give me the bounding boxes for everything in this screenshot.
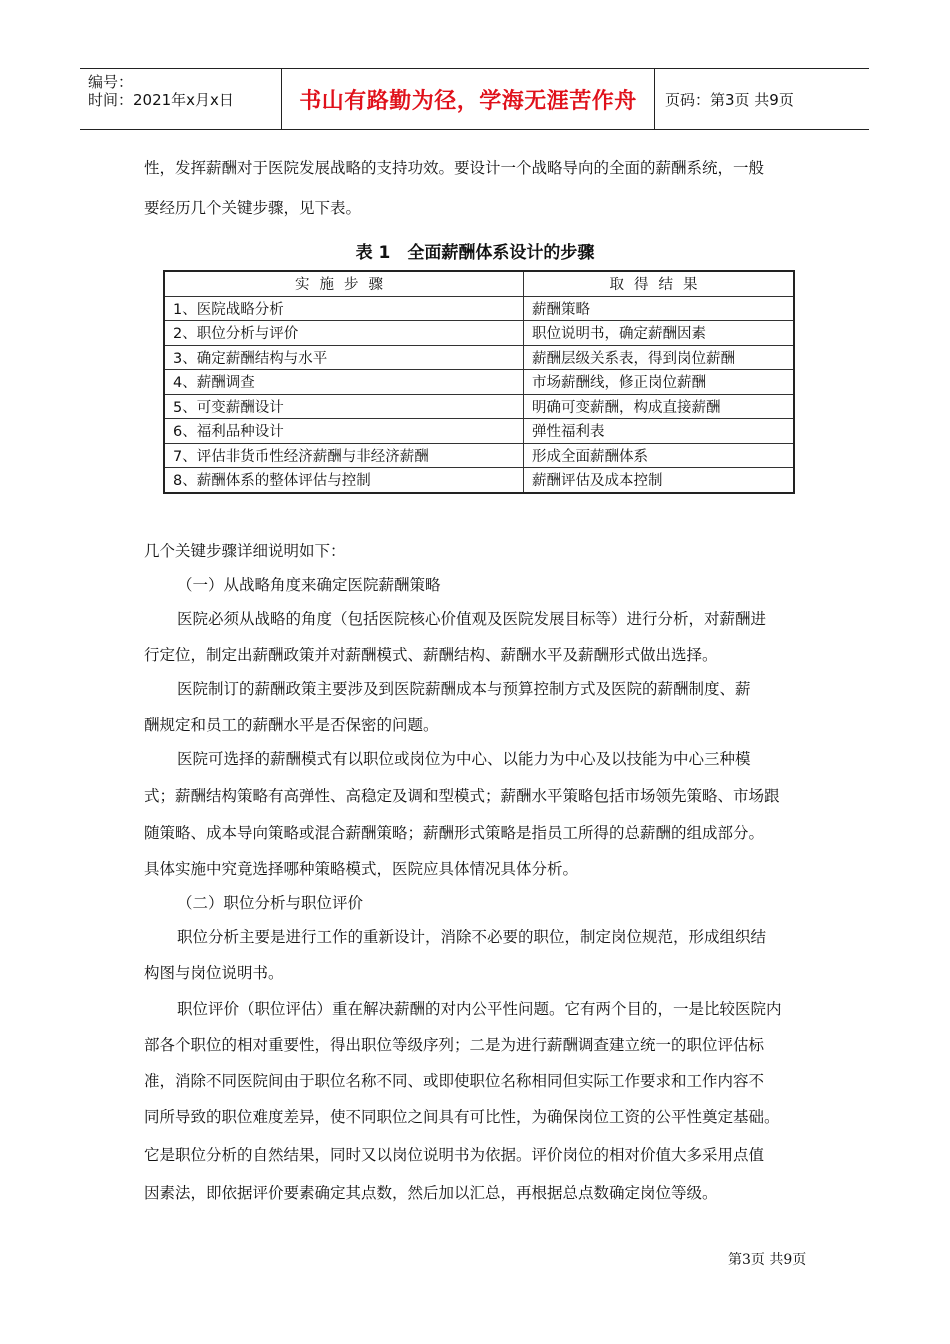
table-header-row <box>164 271 794 296</box>
table-cell-result: 薪酬层级关系表，得到岗位薪酬 <box>524 345 795 370</box>
body-line: 具体实施中究竟选择哪种策略模式，医院应具体情况具体分析。 <box>144 860 579 878</box>
table-cell-result: 弹性福利表 <box>524 419 795 444</box>
table-cell-result: 市场薪酬线，修正岗位薪酬 <box>524 370 795 395</box>
page-footer: 第3页 共9页 <box>728 1252 807 1268</box>
table-cell-step: 7、评估非货币性经济薪酬与非经济薪酬 <box>164 443 524 468</box>
table-cell-step: 4、薪酬调查 <box>164 370 524 395</box>
table-row <box>164 370 794 395</box>
body-line: 酬规定和员工的薪酬水平是否保密的问题。 <box>144 716 439 734</box>
body-line: 式；薪酬结构策略有高弹性、高稳定及调和型模式；薪酬水平策略包括市场领先策略、市场跟 <box>144 787 780 805</box>
table-row <box>164 468 794 493</box>
table-row <box>164 345 794 370</box>
table-row <box>164 296 794 321</box>
header-meta <box>80 69 282 129</box>
body-line: 构图与岗位说明书。 <box>144 964 284 982</box>
table-cell-step: 1、医院战略分析 <box>164 296 524 321</box>
body-line: 因素法，即依据评价要素确定其点数，然后加以汇总，再根据总点数确定岗位等级。 <box>144 1184 718 1202</box>
table-cell-step: 6、福利品种设计 <box>164 419 524 444</box>
body-line: 部各个职位的相对重要性，得出职位等级序列；二是为进行薪酬调查建立统一的职位评估标 <box>144 1036 765 1054</box>
table-row <box>164 321 794 346</box>
table-cell-result: 职位说明书，确定薪酬因素 <box>524 321 795 346</box>
table-row <box>164 443 794 468</box>
body-line: 它是职位分析的自然结果，同时又以岗位说明书为依据。评价岗位的相对价值大多采用点值 <box>144 1146 765 1164</box>
steps-table <box>163 270 795 494</box>
table-row <box>164 419 794 444</box>
table-cell-step: 2、职位分析与评价 <box>164 321 524 346</box>
intro-line-2: 要经历几个关键步骤，见下表。 <box>144 199 362 217</box>
header-number: 编号： <box>88 73 134 91</box>
column-header-results: 取得结果 <box>524 271 795 296</box>
table-cell-step: 8、薪酬体系的整体评估与控制 <box>164 468 524 493</box>
table-caption: 表 1 全面薪酬体系设计的步骤 <box>355 243 595 263</box>
section-heading-2: （二）职位分析与职位评价 <box>177 894 364 912</box>
table-cell-result: 明确可变薪酬，构成直接薪酬 <box>524 394 795 419</box>
body-line: 职位分析主要是进行工作的重新设计，消除不必要的职位，制定岗位规范，形成组织结 <box>177 928 767 946</box>
header-time: 时间：2021年x月x日 <box>88 91 234 109</box>
body-line: 医院制订的薪酬政策主要涉及到医院薪酬成本与预算控制方式及医院的薪酬制度、薪 <box>177 680 751 698</box>
body-line: 医院可选择的薪酬模式有以职位或岗位为中心、以能力为中心及以技能为中心三种模 <box>177 750 751 768</box>
page-header <box>80 68 869 130</box>
body-line: 行定位，制定出薪酬政策并对薪酬模式、薪酬结构、薪酬水平及薪酬形式做出选择。 <box>144 646 718 664</box>
body-line: 医院必须从战略的角度（包括医院核心价值观及医院发展目标等）进行分析，对薪酬进 <box>177 610 767 628</box>
table-cell-step: 5、可变薪酬设计 <box>164 394 524 419</box>
table-cell-result: 形成全面薪酬体系 <box>524 443 795 468</box>
column-header-steps: 实施步骤 <box>164 271 524 296</box>
table-cell-result: 薪酬评估及成本控制 <box>524 468 795 493</box>
header-motto: 书山有路勤为径，学海无涯苦作舟 <box>282 69 655 129</box>
table-cell-step: 3、确定薪酬结构与水平 <box>164 345 524 370</box>
header-page-number: 页码：第3页 共9页 <box>665 90 794 109</box>
body-line: 随策略、成本导向策略或混合薪酬策略；薪酬形式策略是指员工所得的总薪酬的组成部分。 <box>144 824 765 842</box>
section-heading-1: （一）从战略角度来确定医院薪酬策略 <box>177 576 441 594</box>
table-row <box>164 394 794 419</box>
body-line: 几个关键步骤详细说明如下： <box>144 542 346 560</box>
table-cell-result: 薪酬策略 <box>524 296 795 321</box>
body-line: 同所导致的职位难度差异，使不同职位之间具有可比性，为确保岗位工资的公平性奠定基础。 <box>144 1108 780 1126</box>
body-line: 准，消除不同医院间由于职位名称不同、或即使职位名称相同但实际工作要求和工作内容不 <box>144 1072 765 1090</box>
intro-line-1: 性，发挥薪酬对于医院发展战略的支持功效。要设计一个战略导向的全面的薪酬系统，一般 <box>144 159 765 177</box>
body-line: 职位评价（职位评估）重在解决薪酬的对内公平性问题。它有两个目的，一是比较医院内 <box>177 1000 782 1018</box>
